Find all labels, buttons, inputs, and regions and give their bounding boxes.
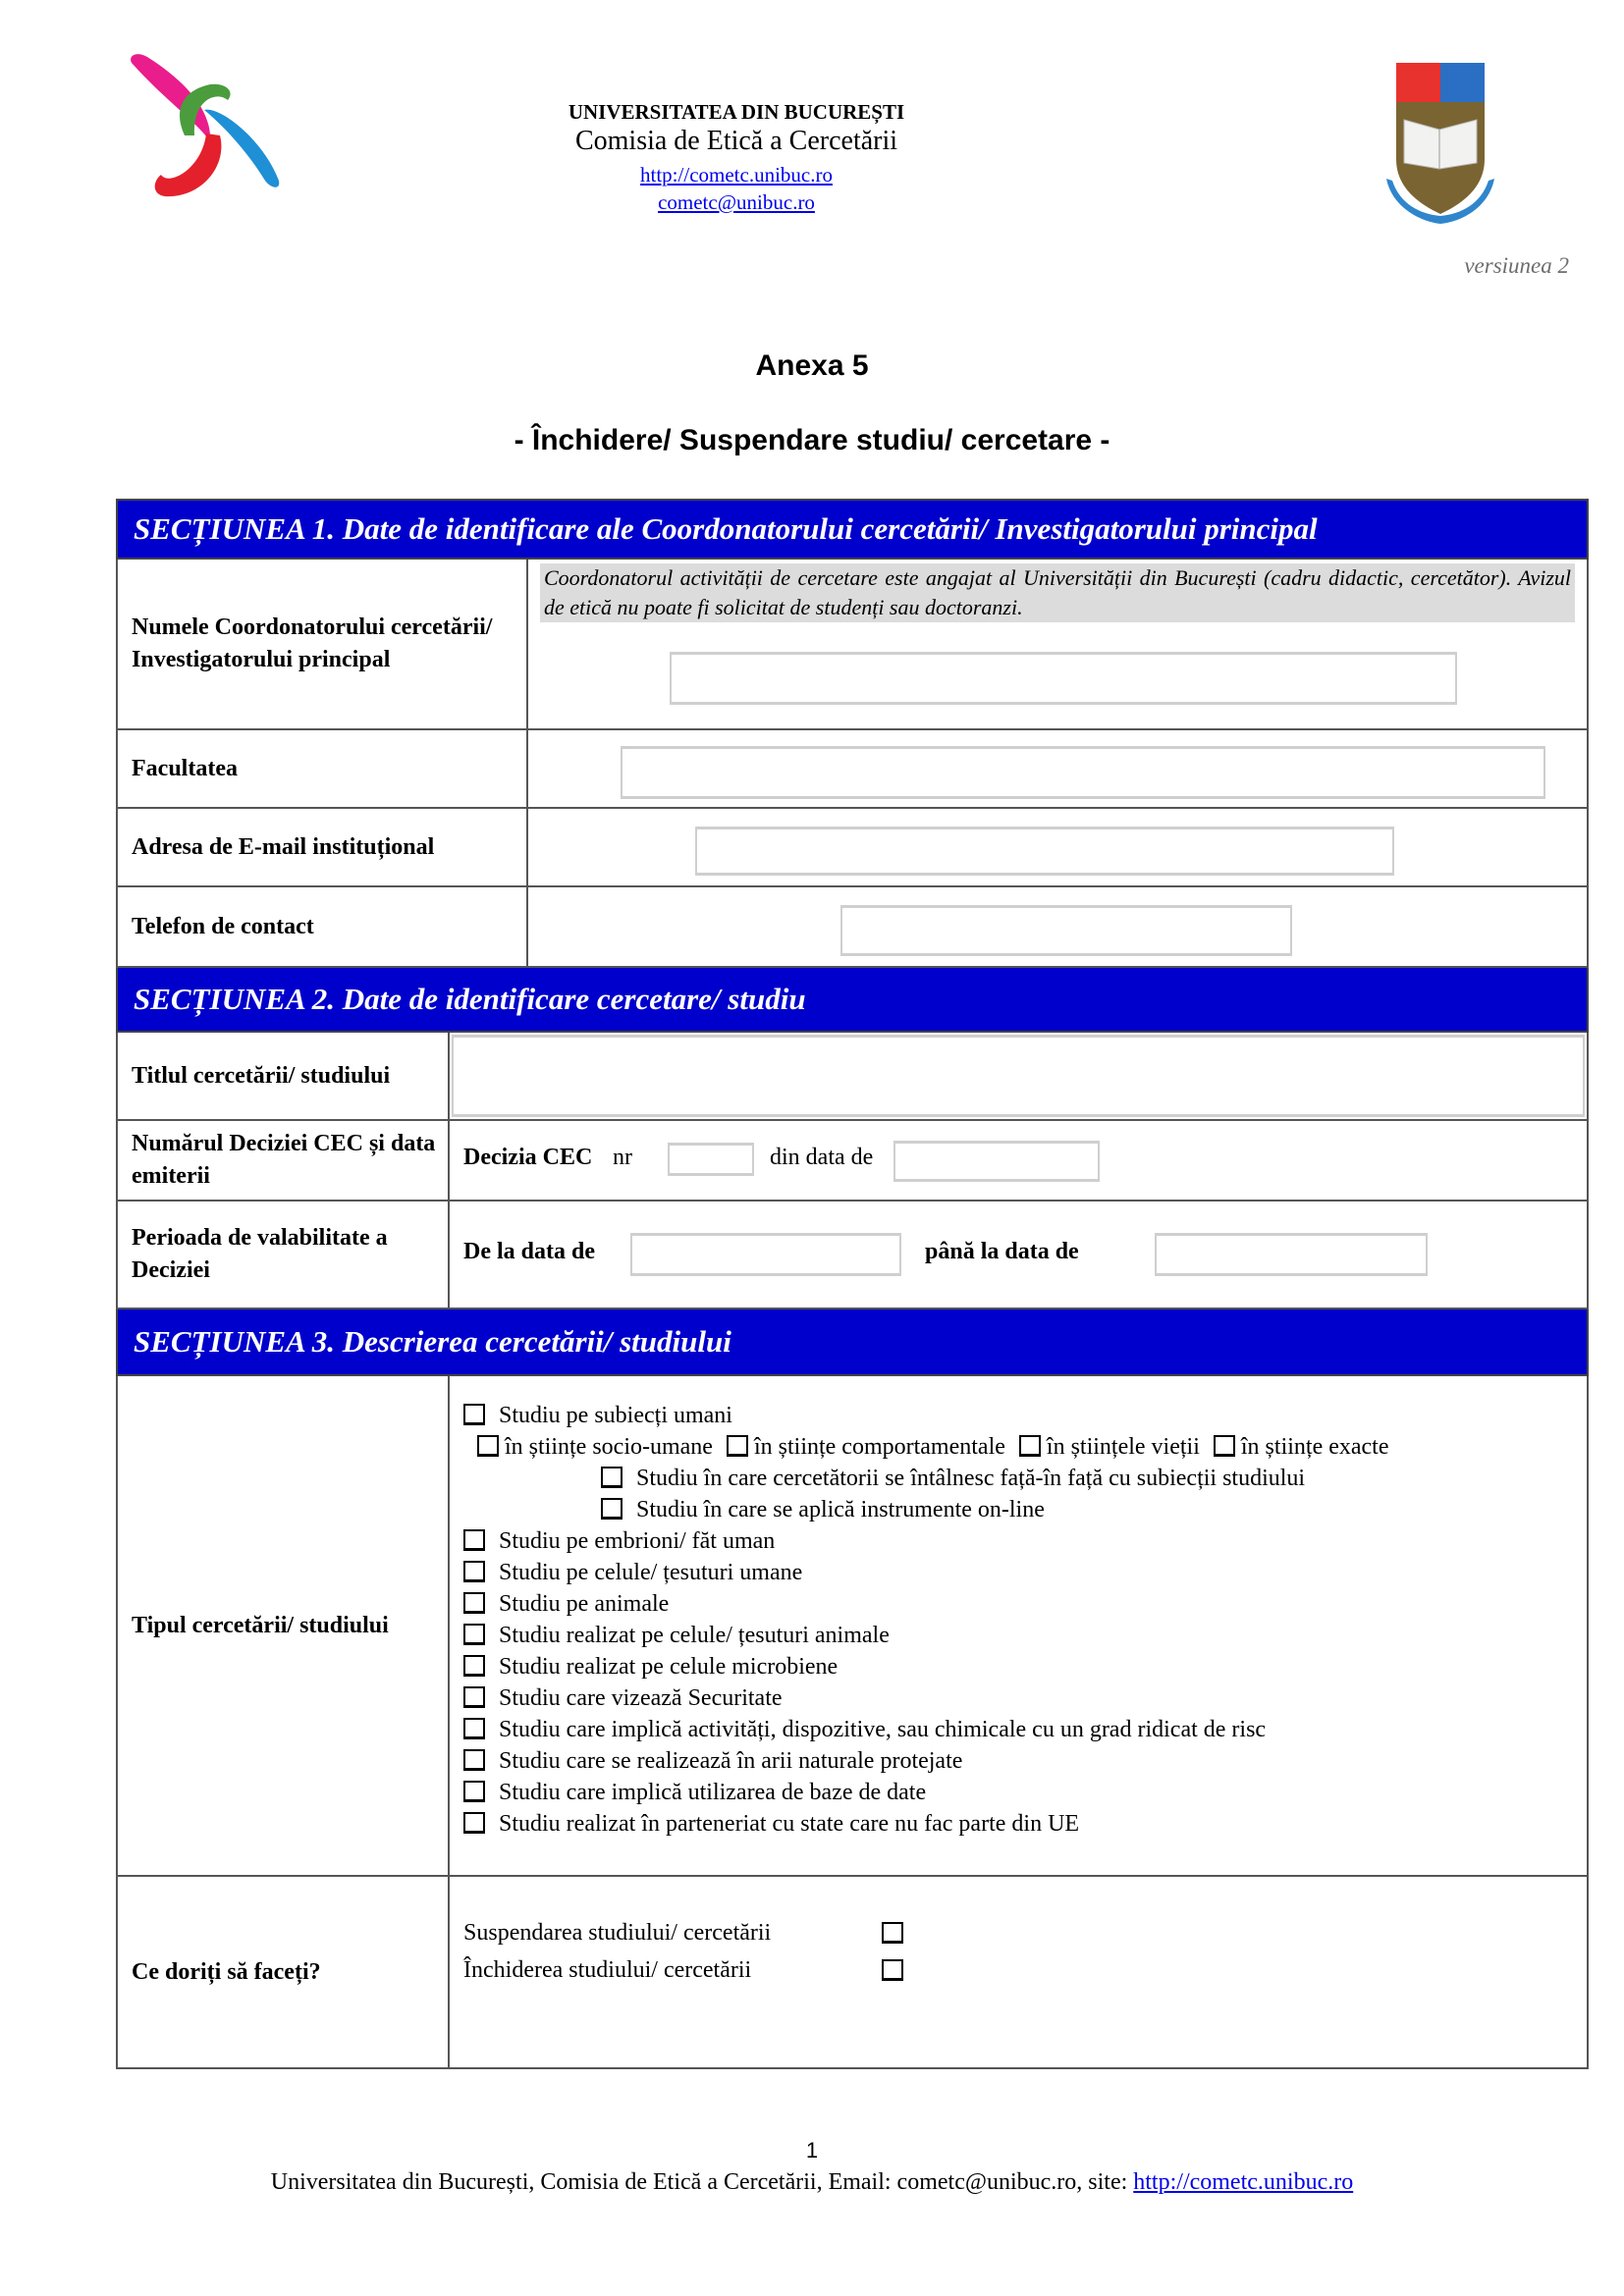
validity-from-label: De la data de <box>463 1239 595 1264</box>
university-coat-of-arms <box>1382 61 1498 226</box>
section1-header <box>116 499 1589 560</box>
study-type-checkbox[interactable] <box>463 1781 485 1802</box>
annex-title: Anexa 5 <box>755 349 869 382</box>
phone-cell <box>528 887 1587 966</box>
sub-fields-line <box>477 1431 1389 1463</box>
study-type-label: Studiu care se realizează în arii naturale protejate <box>499 1748 963 1774</box>
coordinator-name-cell <box>528 560 1587 728</box>
suspend-label: Suspendarea studiului/ cercetării <box>463 1920 772 1946</box>
study-type-cell <box>450 1376 1587 1875</box>
section1-heading: SECȚIUNEA 1. Date de identificare ale Coordonatorului cercetării/ Investigatorului principal <box>134 511 1318 546</box>
validity-from-input[interactable] <box>630 1233 901 1276</box>
commission-logo <box>126 51 283 198</box>
sub-field-label: în științe comportamentale <box>753 1434 1005 1460</box>
study-type-item <box>463 1777 926 1808</box>
study-type-checkbox[interactable] <box>463 1624 485 1645</box>
study-type-item <box>463 1557 802 1588</box>
commission-name: Comisia de Etică a Cercetării <box>574 126 898 156</box>
checkbox-item <box>601 1494 1045 1525</box>
decision-prefix: Decizia CEC <box>463 1145 593 1170</box>
section2-heading: SECȚIUNEA 2. Date de identificare cercetare/ studiu <box>134 982 806 1016</box>
validity-cell <box>450 1201 1587 1308</box>
study-type-label: Studiu care implică utilizarea de baze de date <box>499 1780 927 1805</box>
close-checkbox[interactable] <box>882 1959 903 1981</box>
section2-header <box>116 968 1589 1033</box>
footer-text: Universitatea din București, Comisia de Etică a Cercetării, Email: cometc@unibuc.ro, site: <box>270 2169 1134 2195</box>
study-type-checkbox[interactable] <box>463 1718 485 1739</box>
online-instruments-label: Studiu în care se aplică instrumente on-line <box>636 1497 1045 1522</box>
study-type-item <box>463 1745 962 1777</box>
study-type-item <box>463 1651 838 1682</box>
page-number: 1 <box>805 2138 819 2163</box>
email-input[interactable] <box>695 827 1394 876</box>
study-type-checkbox[interactable] <box>463 1561 485 1582</box>
study-type-label: Studiu pe celule/ țesuturi umane <box>499 1560 803 1585</box>
coordinator-name-row <box>116 560 1589 730</box>
email-link[interactable]: cometc@unibuc.ro <box>658 190 815 214</box>
footer <box>0 2169 1624 2196</box>
coordinator-note: Coordonatorul activității de cercetare este angajat al Universității din București (cadru didactic, cercetător). Avizul de etică nu poate fi solicitat de studenți sau doctoranzi. <box>540 563 1575 622</box>
action-row <box>116 1877 1589 2069</box>
phone-row <box>116 887 1589 968</box>
section3-header <box>116 1309 1589 1376</box>
email-label: Adresa de E-mail instituțional <box>118 809 528 885</box>
study-title-cell <box>450 1033 1587 1119</box>
decision-label: Numărul Deciziei CEC și data emiterii <box>118 1121 450 1200</box>
email-cell <box>528 809 1587 885</box>
validity-row <box>116 1201 1589 1309</box>
study-type-checkbox[interactable] <box>463 1686 485 1708</box>
faculty-input[interactable] <box>621 746 1545 799</box>
life-sciences-checkbox[interactable] <box>1019 1435 1041 1457</box>
face-to-face-checkbox[interactable] <box>601 1467 623 1488</box>
decision-cell <box>450 1121 1587 1200</box>
study-type-item <box>463 1808 1079 1840</box>
document-subtitle: - Închidere/ Suspendare studiu/ cercetare - <box>514 424 1110 456</box>
sub-field-label: în științe socio-umane <box>505 1434 713 1460</box>
decision-date-label: din data de <box>770 1145 874 1170</box>
coordinator-name-input[interactable] <box>670 652 1457 705</box>
validity-to-label: până la data de <box>925 1239 1079 1264</box>
exact-sciences-checkbox[interactable] <box>1214 1435 1235 1457</box>
face-to-face-label: Studiu în care cercetătorii se întâlnesc față-în față cu subiecții studiului <box>636 1466 1306 1491</box>
action-label: Ce doriți să faceți? <box>118 1877 450 2067</box>
study-title-label: Titlul cercetării/ studiului <box>118 1033 450 1119</box>
study-type-label: Studiu realizat în parteneriat cu state care nu fac parte din UE <box>499 1811 1080 1837</box>
study-type-checkbox[interactable] <box>463 1812 485 1834</box>
university-name: UNIVERSITATEA DIN BUCUREȘTI <box>568 100 905 124</box>
checkbox-item <box>601 1463 1305 1494</box>
human-subjects-label: Studiu pe subiecți umani <box>499 1403 732 1428</box>
faculty-label: Facultatea <box>118 730 528 807</box>
study-type-item <box>463 1588 669 1620</box>
study-type-label: Studiu pe embrioni/ făt uman <box>499 1528 776 1554</box>
coat-of-arms-icon <box>1382 61 1498 226</box>
study-type-row <box>116 1376 1589 1877</box>
commission-logo-icon <box>126 51 283 198</box>
human-subjects-checkbox[interactable] <box>463 1404 485 1425</box>
validity-label: Perioada de valabilitate a Deciziei <box>118 1201 450 1308</box>
version-label: versiunea 2 <box>1464 253 1569 278</box>
study-type-label: Studiu care implică activități, dispozitive, sau chimicale cu un grad ridicat de risc <box>499 1717 1267 1742</box>
study-type-label: Studiu care vizează Securitate <box>499 1685 783 1711</box>
coordinator-name-label: Numele Coordonatorului cercetării/ Investigatorului principal <box>118 560 528 728</box>
section3-heading: SECȚIUNEA 3. Descrierea cercetării/ studiului <box>134 1324 731 1359</box>
behavioral-checkbox[interactable] <box>727 1435 748 1457</box>
action-cell <box>450 1877 1587 2067</box>
phone-label: Telefon de contact <box>118 887 528 966</box>
study-type-label: Tipul cercetării/ studiului <box>118 1376 450 1875</box>
close-label: Închiderea studiului/ cercetării <box>463 1957 752 1983</box>
checkbox-item <box>463 1400 732 1431</box>
study-type-item <box>463 1714 1266 1745</box>
study-title-row <box>116 1033 1589 1121</box>
decision-nr-label: nr <box>613 1145 632 1170</box>
sub-field-label: în științele vieții <box>1046 1434 1200 1460</box>
study-type-label: Studiu pe animale <box>499 1591 670 1617</box>
site-link[interactable]: http://cometc.unibuc.ro <box>640 163 833 187</box>
study-type-label: Studiu realizat pe celule/ țesuturi animale <box>499 1623 890 1648</box>
study-title-input[interactable] <box>452 1035 1585 1117</box>
study-type-checkbox[interactable] <box>463 1655 485 1677</box>
study-type-checkbox[interactable] <box>463 1529 485 1551</box>
faculty-row <box>116 730 1589 809</box>
validity-to-input[interactable] <box>1155 1233 1428 1276</box>
study-type-item <box>463 1620 890 1651</box>
study-type-checkbox[interactable] <box>463 1592 485 1614</box>
phone-input[interactable] <box>840 905 1292 956</box>
online-instruments-checkbox[interactable] <box>601 1498 623 1520</box>
decision-row <box>116 1121 1589 1201</box>
socio-human-checkbox[interactable] <box>477 1435 499 1457</box>
email-row <box>116 809 1589 887</box>
sub-field-label: în științe exacte <box>1240 1434 1389 1460</box>
faculty-cell <box>528 730 1587 807</box>
footer-site-link[interactable]: http://cometc.unibuc.ro <box>1133 2169 1354 2195</box>
study-type-item <box>463 1525 775 1557</box>
decision-number-input[interactable] <box>668 1143 754 1176</box>
study-type-label: Studiu realizat pe celule microbiene <box>499 1654 839 1680</box>
study-type-item <box>463 1682 783 1714</box>
suspend-checkbox[interactable] <box>882 1922 903 1944</box>
decision-date-input[interactable] <box>893 1141 1100 1182</box>
study-type-checkbox[interactable] <box>463 1749 485 1771</box>
